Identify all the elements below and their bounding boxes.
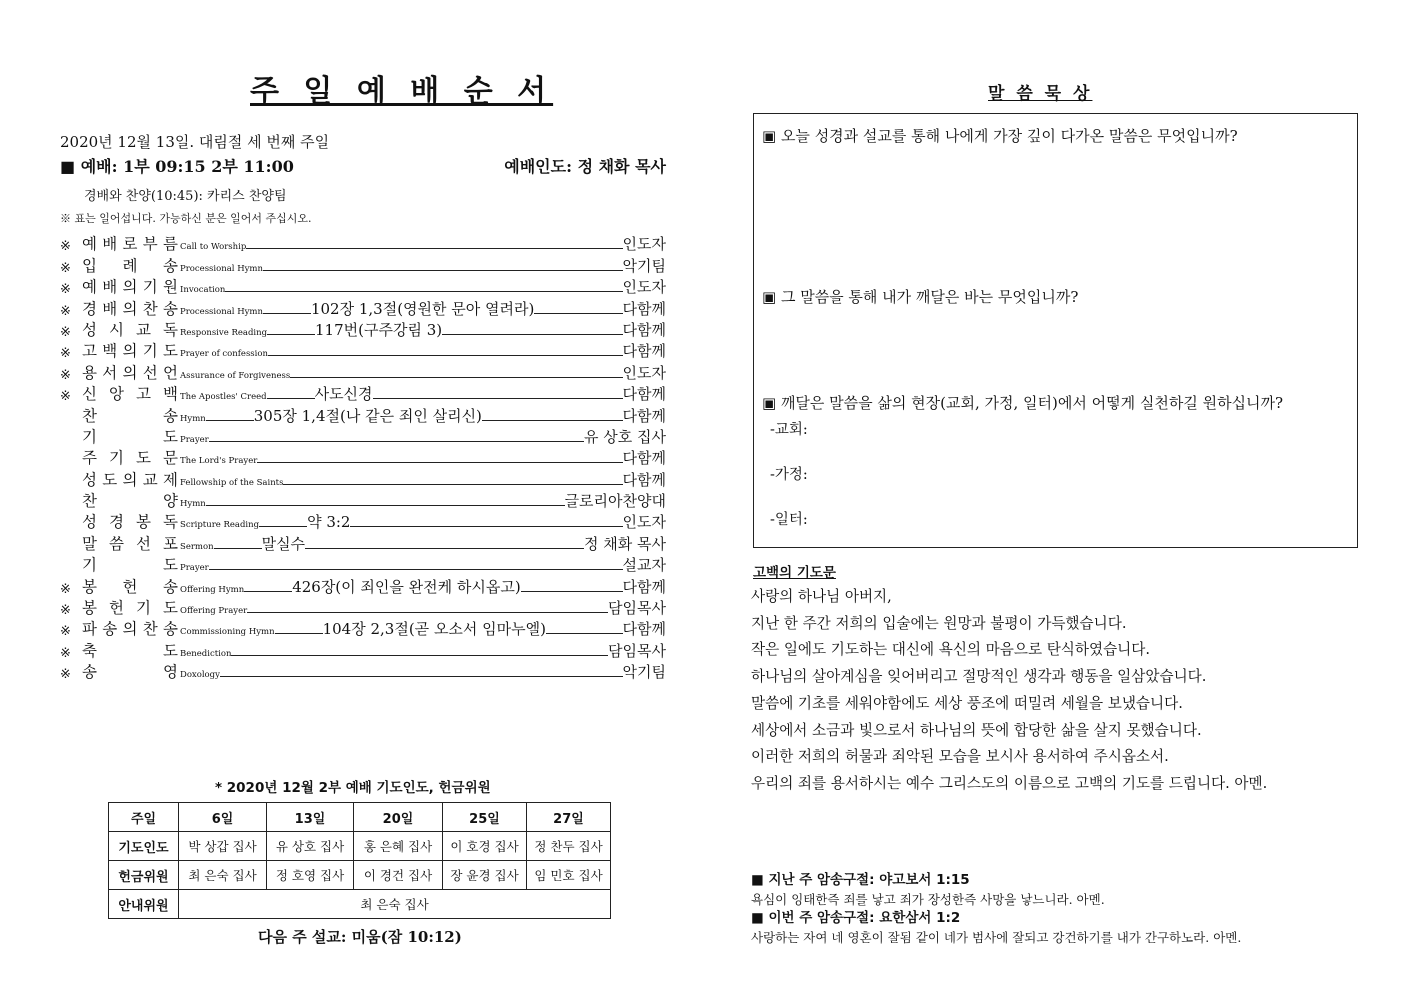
order-item-english: Fellowship of the Saints	[180, 477, 284, 488]
table-cell: 박 상갑 집사	[179, 832, 267, 861]
table-header-cell: 6일	[179, 803, 267, 832]
order-item-name: 송 영	[82, 663, 178, 682]
order-item-name: 말 씀 선 포	[82, 534, 178, 553]
order-item	[60, 639, 666, 660]
committee-title: * 2020년 12월 2부 예배 기도인도, 헌금위원	[215, 780, 491, 796]
order-item-english: Prayer of confession	[180, 349, 268, 360]
table-row	[109, 890, 611, 919]
order-item-detail: 약 3:2	[307, 513, 351, 532]
order-item-leader: 다함께	[622, 406, 666, 425]
order-item	[60, 383, 666, 404]
order-item-english: Prayer	[180, 434, 209, 445]
table-header-cell: 20일	[354, 803, 443, 832]
leader-line	[534, 313, 622, 314]
order-item-name: 찬 양	[82, 492, 178, 511]
order-item-leader: 악기팀	[622, 256, 666, 275]
leader-line	[209, 569, 623, 570]
order-item-leader: 다함께	[622, 342, 666, 361]
leader-line	[263, 270, 623, 271]
stand-mark: ※	[60, 324, 71, 340]
row-label: 기도인도	[109, 832, 179, 861]
order-item-name: 성 시 교 독	[82, 320, 178, 339]
table-cell: 최 은숙 집사	[179, 861, 267, 890]
order-item-detail: 말실수	[261, 534, 306, 553]
sub-item-church: -교회:	[770, 422, 808, 438]
meditation-box	[753, 113, 1358, 548]
order-item-english: Offering Hymn	[180, 584, 245, 595]
order-of-worship	[60, 233, 666, 682]
order-item-leader: 글로리아찬양대	[564, 492, 666, 511]
leader-line	[350, 526, 622, 527]
confession-text	[751, 584, 1267, 798]
order-item-english: The Lord's Prayer	[180, 456, 258, 467]
leader-line	[267, 334, 315, 335]
order-item	[60, 468, 666, 489]
confession-line: 하나님의 살아계심을 잊어버리고 절망적인 생각과 행동을 일삼았습니다.	[751, 668, 1207, 686]
this-week-heading: ■ 이번 주 암송구절: 요한삼서 1:2	[751, 910, 961, 926]
question-3: ▣ 깨달은 말씀을 삶의 현장(교회, 가정, 일터)에서 어떻게 실천하길 원하십니까?	[762, 394, 1284, 412]
table-row	[109, 861, 611, 890]
leader-line	[209, 441, 584, 442]
order-item-english: Scripture Reading	[180, 520, 260, 531]
order-item-leader: 담임목사	[608, 641, 666, 660]
order-item-english: Assurance of Forgiveness	[180, 370, 291, 381]
leader-line	[521, 591, 623, 592]
leader-line	[482, 420, 623, 421]
leader-line	[263, 313, 311, 314]
order-item-detail: 305장 1,4절(나 같은 죄인 살리신)	[253, 406, 482, 425]
order-item-leader: 다함께	[622, 449, 666, 468]
order-item-english: Processional Hymn	[180, 306, 263, 317]
stand-mark: ※	[60, 603, 71, 619]
order-item	[60, 404, 666, 425]
order-item-detail: 사도신경	[314, 385, 373, 404]
table-header-cell: 주일	[109, 803, 179, 832]
order-item-name: 기 도	[82, 427, 178, 446]
table-cell: 정 호영 집사	[267, 861, 354, 890]
order-item-name: 입 례 송	[82, 256, 178, 275]
service-info	[60, 154, 666, 177]
leader-line	[231, 655, 608, 656]
order-item-name: 경 배 의 찬 송	[82, 299, 178, 318]
order-item-english: Benediction	[180, 648, 232, 659]
order-item	[60, 597, 666, 618]
order-item-name: 성 경 봉 독	[82, 513, 178, 532]
service-date: 2020년 12월 13일. 대림절 세 번째 주일	[60, 133, 330, 151]
confession-line: 세상에서 소금과 빛으로서 하나님의 뜻에 합당한 삶을 살지 못했습니다.	[751, 721, 1202, 739]
order-item-name: 용 서 의 선 언	[82, 363, 178, 382]
last-week-verse: 욕심이 잉태한즉 죄를 낳고 죄가 장성한즉 사망을 낳느니라. 아멘.	[751, 892, 1105, 907]
order-item-leader: 인도자	[622, 363, 666, 382]
table-cell: 이 호경 집사	[443, 832, 527, 861]
this-week-verse: 사랑하는 자여 네 영혼이 잘됨 같이 네가 범사에 잘되고 강건하기를 내가 간구하노라. 아멘.	[751, 930, 1242, 945]
service-times: ■ 예배: 1부 09:15 2부 11:00	[60, 157, 294, 176]
question-1: ▣ 오늘 성경과 설교를 통해 나에게 가장 깊이 다가온 말씀은 무엇입니까?	[762, 127, 1238, 145]
stand-mark: ※	[60, 389, 71, 405]
stand-note: ※ 표는 일어섭니다. 가능하신 분은 일어서 주십시오.	[60, 212, 312, 225]
order-item	[60, 254, 666, 275]
next-sermon: 다음 주 설교: 미움(잠 10:12)	[258, 928, 462, 946]
order-item	[60, 575, 666, 596]
table-cell: 임 민호 집사	[527, 861, 611, 890]
order-item-name: 봉 헌 송	[82, 577, 178, 596]
leader-line	[259, 526, 307, 527]
leader-line	[283, 484, 622, 485]
order-item-name: 주 기 도 문	[82, 449, 178, 468]
order-item-english: Processional Hymn	[180, 263, 263, 274]
order-item	[60, 511, 666, 532]
order-item-english: Offering Prayer	[180, 606, 248, 617]
leader-line	[290, 377, 622, 378]
order-item-english: Invocation	[180, 285, 226, 296]
page-title: 주 일 예 배 순 서	[250, 74, 554, 109]
leader-line	[442, 334, 622, 335]
order-item-detail: 117번(구주강림 3)	[315, 320, 443, 339]
table-header-row	[109, 803, 611, 832]
order-item	[60, 319, 666, 340]
question-2: ▣ 그 말씀을 통해 내가 깨달은 바는 무엇입니까?	[762, 288, 1079, 306]
confession-line: 사랑의 하나님 아버지,	[751, 588, 892, 605]
table-row	[109, 832, 611, 861]
order-item-english: The Apostles' Creed	[180, 392, 267, 403]
leader-line	[247, 612, 608, 613]
table-cell: 이 경건 집사	[354, 861, 443, 890]
order-item-leader: 인도자	[622, 235, 666, 254]
order-item-leader: 인도자	[622, 513, 666, 532]
meditation-title: 말 씀 묵 상	[988, 84, 1093, 104]
order-item-leader: 다함께	[622, 470, 666, 489]
leader-line	[268, 355, 623, 356]
table-cell: 최 은숙 집사	[179, 890, 611, 919]
order-item	[60, 661, 666, 682]
order-item-detail: 104장 2,3절(곧 오소서 임마누엘)	[322, 620, 546, 639]
stand-mark: ※	[60, 667, 71, 683]
order-item-english: Call to Worship	[180, 242, 247, 253]
stand-mark: ※	[60, 346, 71, 362]
stand-mark: ※	[60, 645, 71, 661]
confession-line: 우리의 죄를 용서하시는 예수 그리스도의 이름으로 고백의 기도를 드립니다. 아멘.	[751, 774, 1268, 792]
stand-mark: ※	[60, 282, 71, 298]
order-item	[60, 447, 666, 468]
memory-verses	[751, 871, 1381, 947]
order-item-name: 축 도	[82, 641, 178, 660]
order-item-name: 예 배 의 기 원	[82, 278, 178, 297]
order-item	[60, 233, 666, 254]
order-item-name: 신 앙 고 백	[82, 385, 178, 404]
leader-line	[225, 291, 622, 292]
leader-line	[214, 548, 262, 549]
order-item	[60, 276, 666, 297]
stand-mark: ※	[60, 581, 71, 597]
order-item-english: Hymn	[180, 499, 206, 510]
leader-line	[257, 462, 622, 463]
order-item	[60, 490, 666, 511]
stand-mark: ※	[60, 239, 71, 255]
order-item	[60, 361, 666, 382]
order-item-name: 성 도 의 교 제	[82, 470, 178, 489]
order-item-name: 파 송 의 찬 송	[82, 620, 178, 639]
order-item-leader: 악기팀	[622, 663, 666, 682]
praise-info: 경배와 찬양(10:45): 카리스 찬양팀	[84, 189, 287, 204]
order-item-leader: 다함께	[622, 385, 666, 404]
order-item-leader: 인도자	[622, 278, 666, 297]
order-item-leader: 담임목사	[608, 599, 666, 618]
order-item-english: Hymn	[180, 413, 206, 424]
confession-line: 지난 한 주간 저희의 입술에는 원망과 불평이 가득했습니다.	[751, 614, 1127, 632]
order-item-leader: 정 채화 목사	[584, 534, 666, 553]
leader-line	[206, 505, 565, 506]
order-item-english: Prayer	[180, 563, 209, 574]
table-cell: 정 찬두 집사	[527, 832, 611, 861]
order-item-english: Responsive Reading	[180, 327, 268, 338]
service-leader: 예배인도: 정 채화 목사	[504, 157, 666, 176]
order-item	[60, 297, 666, 318]
order-item	[60, 618, 666, 639]
leader-line	[246, 248, 622, 249]
order-item-leader: 다함께	[622, 577, 666, 596]
order-item	[60, 554, 666, 575]
order-item-leader: 다함께	[622, 299, 666, 318]
last-week-heading: ■ 지난 주 암송구절: 야고보서 1:15	[751, 872, 970, 888]
confession-line: 말씀에 기초를 세워야함에도 세상 풍조에 떠밀려 세월을 보냈습니다.	[751, 694, 1183, 712]
order-item-leader: 유 상호 집사	[584, 427, 666, 446]
leader-line	[206, 420, 254, 421]
stand-mark: ※	[60, 303, 71, 319]
table-header-cell: 13일	[267, 803, 354, 832]
leader-line	[244, 591, 292, 592]
row-label: 안내위원	[109, 890, 179, 919]
stand-mark: ※	[60, 260, 71, 276]
leader-line	[275, 633, 323, 634]
order-item-leader: 설교자	[622, 556, 666, 575]
table-cell: 홍 은혜 집사	[354, 832, 443, 861]
order-item-name: 기 도	[82, 556, 178, 575]
leader-line	[546, 633, 623, 634]
table-cell: 유 상호 집사	[267, 832, 354, 861]
order-item-detail: 102장 1,3절(영원한 문아 열려라)	[310, 299, 535, 318]
row-label: 헌금위원	[109, 861, 179, 890]
order-item	[60, 426, 666, 447]
sub-item-work: -일터:	[770, 512, 808, 528]
leader-line	[267, 398, 315, 399]
order-item-name: 찬 송	[82, 406, 178, 425]
order-item-leader: 다함께	[622, 320, 666, 339]
leader-line	[220, 676, 623, 677]
confession-title: 고백의 기도문	[753, 565, 836, 581]
table-cell: 장 윤경 집사	[443, 861, 527, 890]
stand-mark: ※	[60, 624, 71, 640]
stand-mark: ※	[60, 367, 71, 383]
order-item-name: 예 배 로 부 름	[82, 235, 178, 254]
order-item-leader: 다함께	[622, 620, 666, 639]
leader-line	[373, 398, 623, 399]
committee-table	[108, 802, 611, 919]
order-item	[60, 340, 666, 361]
leader-line	[305, 548, 584, 549]
order-item-english: Commissioning Hymn	[180, 627, 275, 638]
order-item	[60, 532, 666, 553]
confession-line: 작은 일에도 기도하는 대신에 욕신의 마음으로 탄식하였습니다.	[751, 641, 1151, 659]
order-item-name: 봉 헌 기 도	[82, 599, 178, 618]
order-item-english: Sermon	[180, 541, 214, 552]
order-item-name: 고 백 의 기 도	[82, 342, 178, 361]
confession-line: 이러한 저희의 허물과 죄악된 모습을 보시사 용서하여 주시옵소서.	[751, 748, 1169, 766]
table-header-cell: 25일	[443, 803, 527, 832]
sub-item-home: -가정:	[770, 467, 808, 483]
table-header-cell: 27일	[527, 803, 611, 832]
order-item-detail: 426장(이 죄인을 완전케 하시옵고)	[292, 577, 521, 596]
order-item-english: Doxology	[180, 670, 220, 681]
